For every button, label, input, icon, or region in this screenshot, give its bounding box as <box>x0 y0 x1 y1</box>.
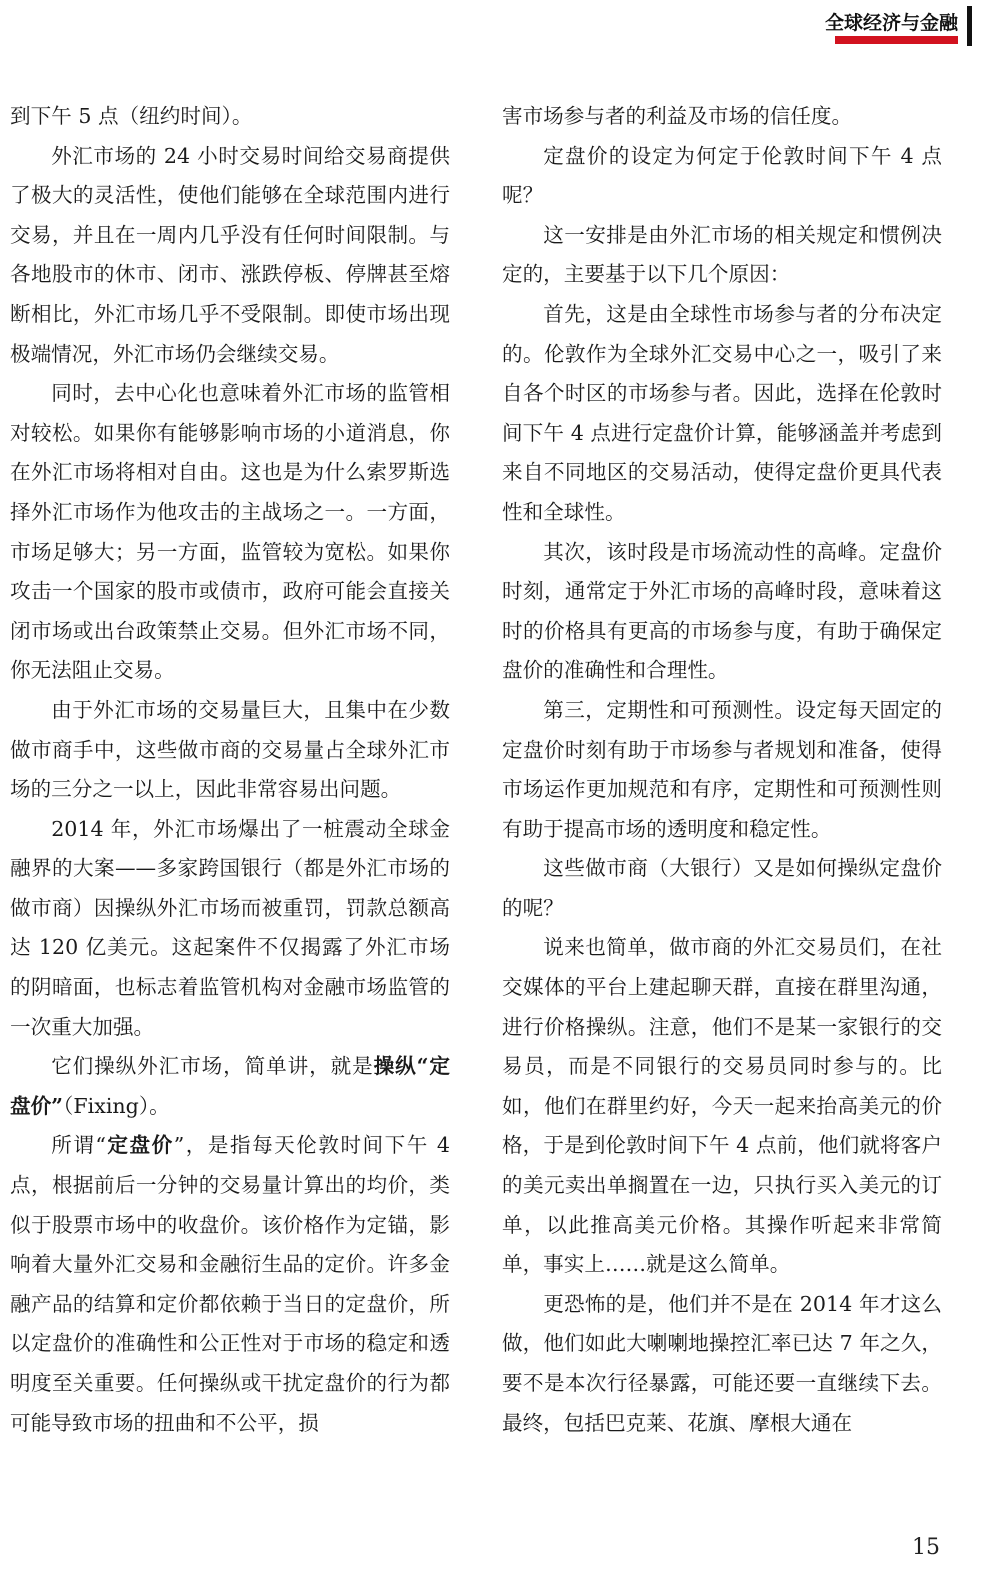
paragraph: 2014 年，外汇市场爆出了一桩震动全球金融界的大案——多家跨国银行（都是外汇市场的做市商）因操纵外汇市场而被重罚，罚款总额高达 120 亿美元。这起案件不仅揭露了外汇市场的阴暗面，也标志着监管机构对金融市场监管的一次重大加强。 <box>10 816 450 1039</box>
section-title: 全球经济与金融 <box>824 12 958 34</box>
page-number: 15 <box>912 1535 940 1560</box>
paragraph: 外汇市场的 24 小时交易时间给交易商提供了极大的灵活性，使他们能够在全球范围内进行交易，并且在一周内几乎没有任何时间限制。与各地股市的休市、闭市、涨跌停板、停牌甚至熔断相比，外汇市场几乎不受限制。即使市场出现极端情况，外汇市场仍会继续交易。 <box>10 143 450 366</box>
edge-marker-bar <box>967 6 972 46</box>
section-accent-bar <box>835 36 958 44</box>
bold-term: 定盘价 <box>105 1133 174 1158</box>
paragraph: 这一安排是由外汇市场的相关规定和惯例决定的，主要基于以下几个原因： <box>502 222 942 287</box>
paragraph: 首先，这是由全球性市场参与者的分布决定的。伦敦作为全球外汇交易中心之一，吸引了来自各个时区的市场参与者。因此，选择在伦敦时间下午 4 点进行定盘价计算，能够涵盖并考虑到来自不同地区的交易活动，使得定盘价更具代表性和全球性。 <box>502 301 942 524</box>
paragraph: 到下午 5 点（纽约时间）。 <box>10 104 253 128</box>
bold-term: 操纵“定盘价” <box>10 1054 450 1118</box>
paragraph: 同时，去中心化也意味着外汇市场的监管相对较松。如果你有能够影响市场的小道消息，你在外汇市场将相对自由。这也是为什么索罗斯选择外汇市场作为他攻击的主战场之一。一方面，市场足够大；另一方面，监管较为宽松。如果你攻击一个国家的股市或债市，政府可能会直接关闭市场或出台政策禁止交易。但外汇市场不同，你无法阻止交易。 <box>10 381 450 683</box>
right-column <box>502 97 942 1443</box>
paragraph: 害市场参与者的利益及市场的信任度。 <box>502 104 853 128</box>
paragraph: 第三，定期性和可预测性。设定每天固定的定盘价时刻有助于市场参与者规划和准备，使得市场运作更加规范和有序，定期性和可预测性则有助于提高市场的透明度和稳定性。 <box>502 697 942 841</box>
paragraph: 这些做市商（大银行）又是如何操纵定盘价的呢？ <box>502 856 942 920</box>
left-column <box>10 97 450 1443</box>
page-header <box>0 0 1000 52</box>
paragraph: 其次，该时段是市场流动性的高峰。定盘价时刻，通常定于外汇市场的高峰时段，意味着这时的价格具有更高的市场参与度，有助于确保定盘价的准确性和合理性。 <box>502 539 942 683</box>
paragraph <box>10 1126 450 1443</box>
paragraph: 定盘价的设定为何定于伦敦时间下午 4 点呢？ <box>502 143 942 208</box>
paragraph: 说来也简单，做市商的外汇交易员们，在社交媒体的平台上建起聊天群，直接在群里沟通，进行价格操纵。注意，他们不是某一家银行的交易员，而是不同银行的交易员同时参与的。比如，他们在群里约好，今天一起来抬高美元的价格，于是到伦敦时间下午 4 点前，他们就将客户的美元卖出单搁置在一边，只执行买入美元的订单，以此推高美元价格。其操作听起来非常简单，事实上……就是这么简单。 <box>502 935 942 1277</box>
paragraph-text: 所谓“ <box>51 1133 106 1158</box>
paragraph-text: ”，是指每天伦敦时间下午 4 点，根据前后一分钟的交易量计算出的均价，类似于股票市场中的收盘价。该价格作为定锚，影响着大量外汇交易和金融衍生品的定价。许多金融产品的结算和定价都依赖于当日的定盘价，所以定盘价的准确性和公正性对于市场的稳定和透明度至关重要。任何操纵或干扰定盘价的行为都可能导致市场的扭曲和不公平，损 <box>10 1133 451 1435</box>
paragraph <box>10 1047 450 1126</box>
paragraph: 由于外汇市场的交易量巨大，且集中在少数做市商手中，这些做市商的交易量占全球外汇市场的三分之一以上，因此非常容易出问题。 <box>10 697 450 802</box>
paragraph-text: 它们操纵外汇市场，简单讲，就是 <box>51 1054 374 1079</box>
paragraph: 更恐怖的是，他们并不是在 2014 年才这么做，他们如此大喇喇地操控汇率已达 7 年之久，要不是本次行径暴露，可能还要一直继续下去。最终，包括巴克莱、花旗、摩根大通在 <box>502 1291 942 1435</box>
paragraph-text: （Fixing）。 <box>63 1093 170 1118</box>
